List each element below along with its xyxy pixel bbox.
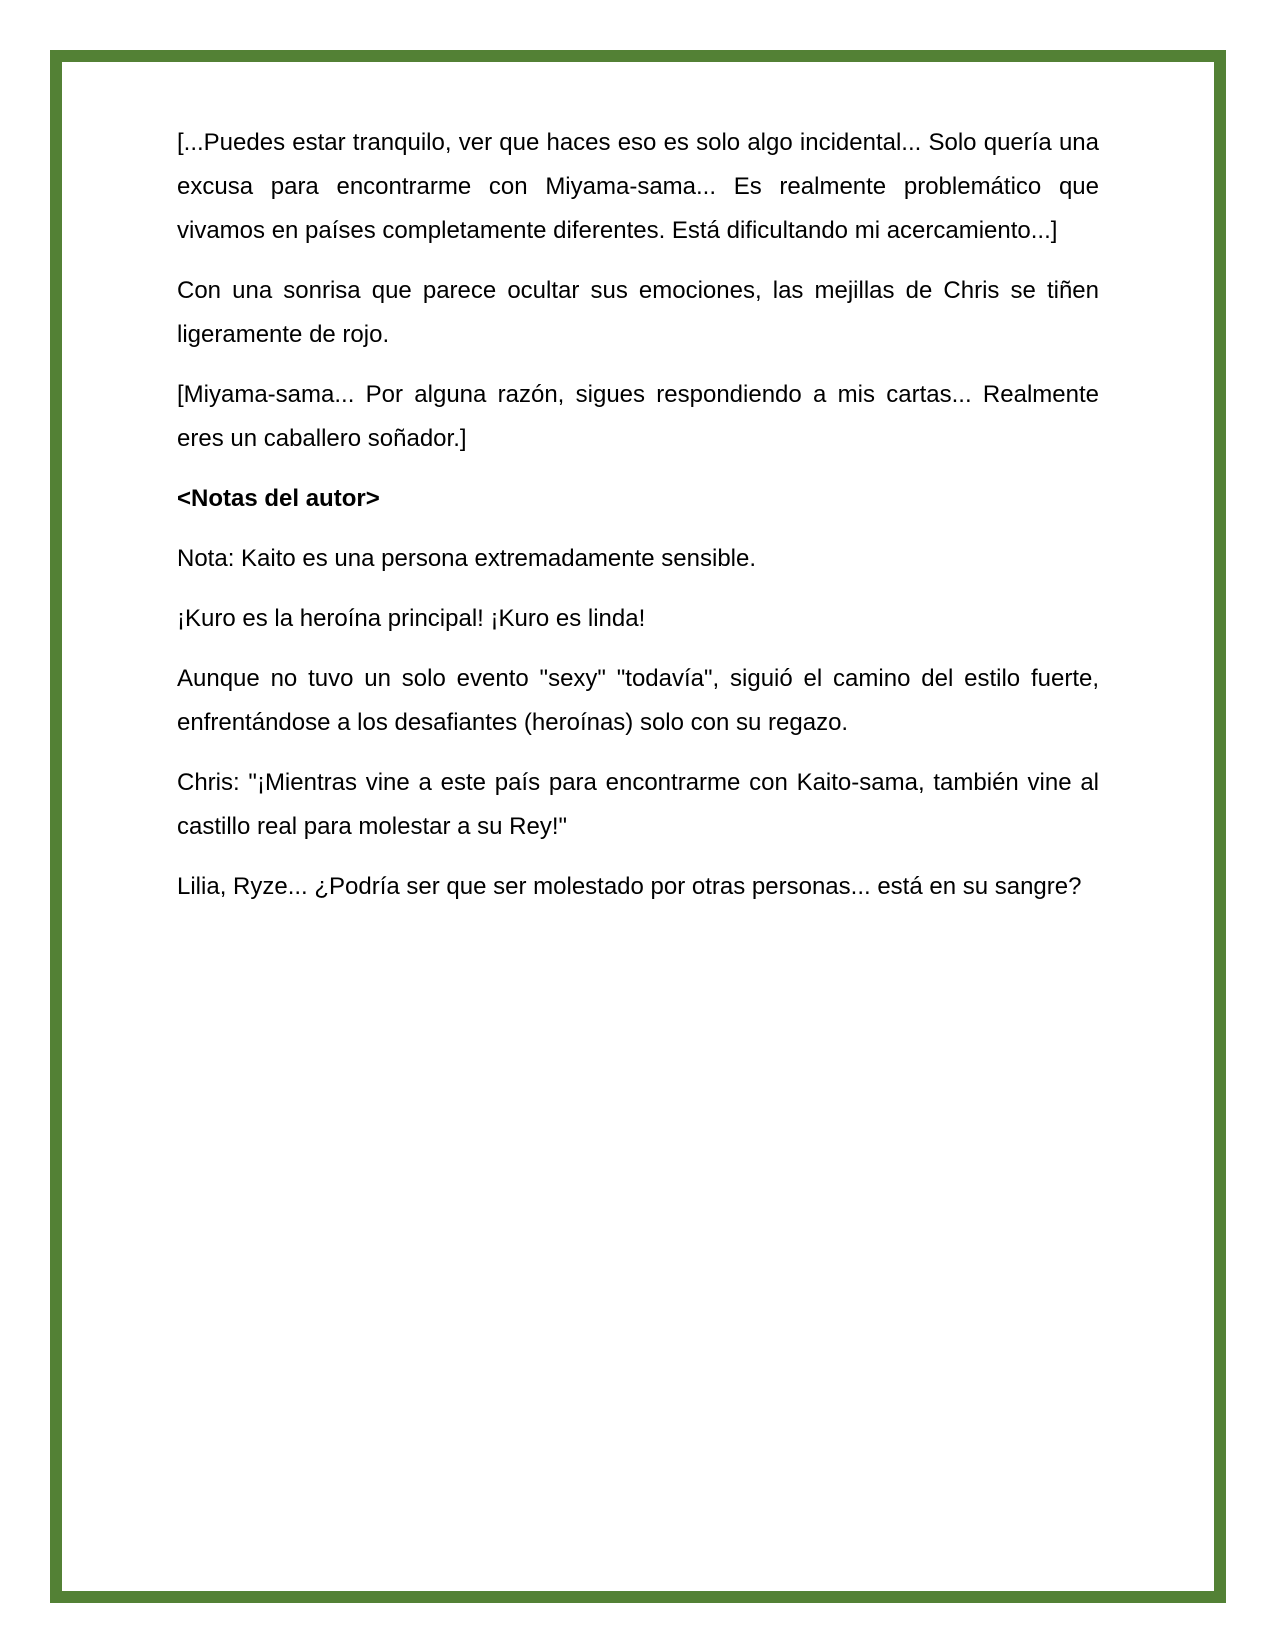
paragraph-sexy-event: Aunque no tuvo un solo evento "sexy" "todavía", siguió el camino del estilo fuerte, enfrentándose a los desafiantes (heroínas) solo con su regazo. — [177, 665, 1099, 736]
paragraph-lilia-ryze: Lilia, Ryze... ¿Podría ser que ser molestado por otras personas... está en su sangre? — [177, 873, 1082, 900]
paragraph-chris-blush: Con una sonrisa que parece ocultar sus emociones, las mejillas de Chris se tiñen ligeramente de rojo. — [177, 277, 1099, 348]
paragraph-chris-quote: Chris: "¡Mientras vine a este país para encontrarme con Kaito-sama, también vine al castillo real para molestar a su Rey!" — [177, 769, 1099, 840]
paragraph-chris-letter-2: [Miyama-sama... Por alguna razón, sigues respondiendo a mis cartas... Realmente eres un caballero soñador.] — [177, 381, 1099, 452]
author-notes-heading: <Notas del autor> — [177, 485, 380, 512]
paragraph-kuro: ¡Kuro es la heroína principal! ¡Kuro es linda! — [177, 605, 646, 632]
document-body — [177, 121, 1099, 925]
paragraph-chris-letter: [...Puedes estar tranquilo, ver que haces eso es solo algo incidental... Solo quería una excusa para encontrarme con Miyama-sama... Es realmente problemático que vivamos en países completamente diferentes. Está dificultando mi acercamiento...] — [177, 129, 1099, 244]
paragraph-note-kaito: Nota: Kaito es una persona extremadamente sensible. — [177, 545, 757, 572]
